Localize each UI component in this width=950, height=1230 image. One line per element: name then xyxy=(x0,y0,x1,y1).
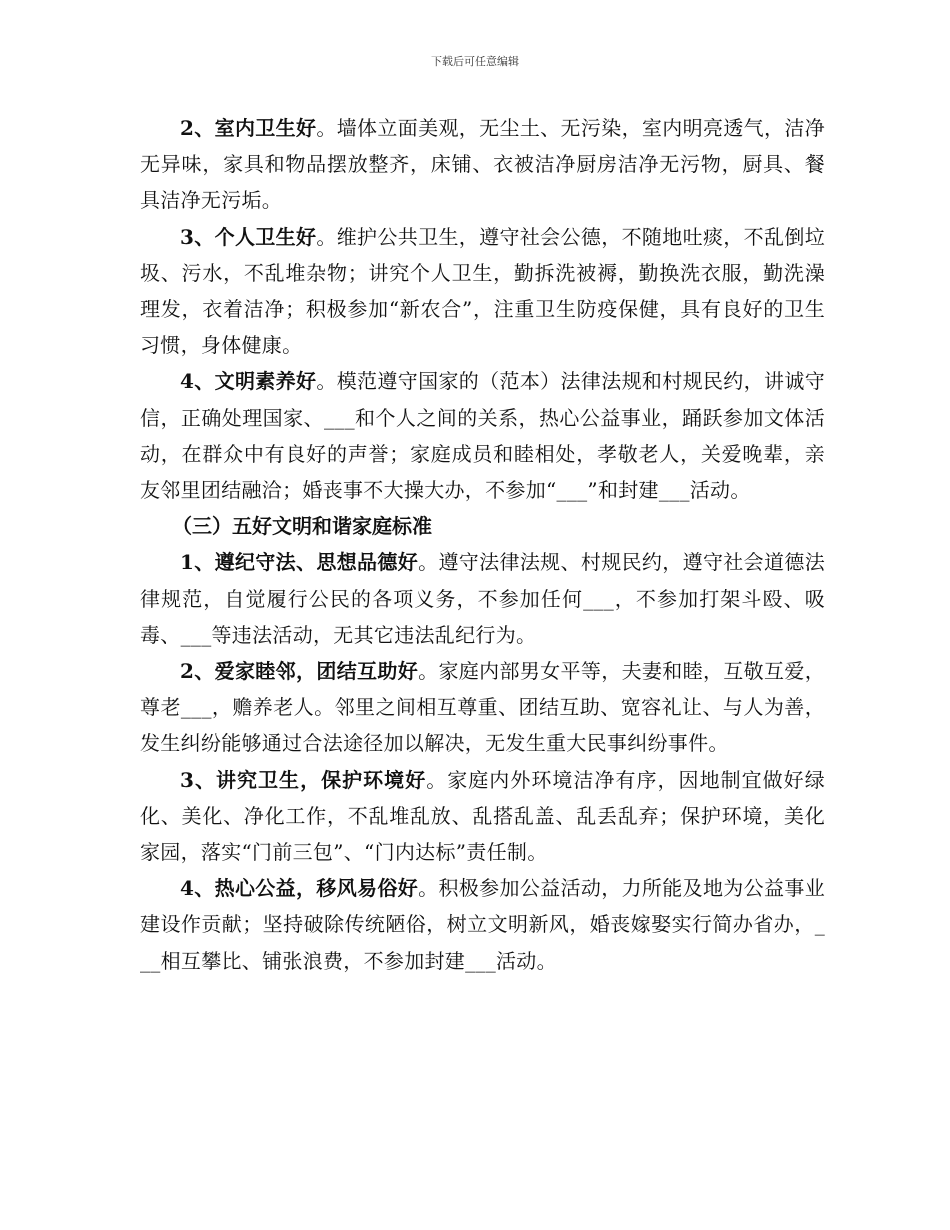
paragraph-text: 。维护公共卫生，遵守社会公德，不随地吐痰，不乱倒垃圾、污水，不乱堆杂物；讲究个人卫生，勤拆洗被褥，勤换洗衣服，勤洗澡理发，衣着洁净；积极参加“新农合”，注重卫生防疫保健，具有良好的卫生习惯，身体健康。 xyxy=(140,224,825,358)
paragraph-title: 4、文明素养好 xyxy=(180,369,317,394)
paragraph-title: 3、个人卫生好 xyxy=(180,224,317,249)
paragraph-text: 。遵守法律法规、村规民约，遵守社会道德法律规范，自觉履行公民的各项义务，不参加任何___，不参加打架斗殴、吸毒、___等违法活动，无其它违法乱纪行为。 xyxy=(140,550,825,647)
paragraph-title: 4、热心公益，移风易俗好 xyxy=(180,876,419,901)
page-header: 下载后可任意编辑 xyxy=(431,55,519,68)
paragraph-law-abiding xyxy=(140,544,825,653)
paragraph-text: 。墙体立面美观，无尘土、无污染，室内明亮透气，洁净无异味，家具和物品摆放整齐，床铺、衣被洁净厨房洁净无污物，厨具、餐具洁净无污垢。 xyxy=(140,116,825,213)
paragraph-indoor-hygiene xyxy=(140,110,825,219)
paragraph-title: 2、室内卫生好 xyxy=(180,116,317,140)
section-heading: （三）五好文明和谐家庭标准 xyxy=(172,514,432,539)
paragraph-environment xyxy=(140,762,825,871)
paragraph-title: 1、遵纪守法、思想品德好 xyxy=(180,550,419,575)
paragraph-neighborly xyxy=(140,653,825,762)
paragraph-civility xyxy=(140,363,825,508)
paragraph-title: 3、讲究卫生，保护环境好 xyxy=(180,767,427,792)
paragraph-text: 。模范遵守国家的（范本）法律法规和村规民约，讲诚守信，正确处理国家、___和个人之间的关系，热心公益事业，踊跃参加文体活动，在群众中有良好的声誉；家庭成员和睦相处，孝敬老人，关爱晚辈，亲友邻里团结融洽；婚丧事不大操大办，不参加“___”和封建___活动。 xyxy=(140,369,825,503)
document-body xyxy=(140,110,825,979)
paragraph-title: 2、爱家睦邻，团结互助好 xyxy=(180,659,419,684)
paragraph-public-welfare xyxy=(140,870,825,979)
paragraph-text: 。家庭内外环境洁净有序，因地制宜做好绿化、美化、净化工作，不乱堆乱放、乱搭乱盖、乱丢乱弃；保护环境，美化家园，落实“门前三包”、“门内达标”责任制。 xyxy=(140,767,825,865)
paragraph-text: 。家庭内部男女平等，夫妻和睦，互敬互爱，尊老___，赡养老人。邻里之间相互尊重、团结互助、宽容礼让、与人为善，发生纠纷能够通过合法途径加以解决，无发生重大民事纠纷事件。 xyxy=(140,659,825,756)
paragraph-text: 。积极参加公益活动，力所能及地为公益事业建设作贡献；坚持破除传统陋俗，树立文明新风，婚丧嫁娶实行简办省办，___相互攀比、铺张浪费，不参加封建___活动。 xyxy=(140,876,825,973)
paragraph-personal-hygiene xyxy=(140,219,825,364)
